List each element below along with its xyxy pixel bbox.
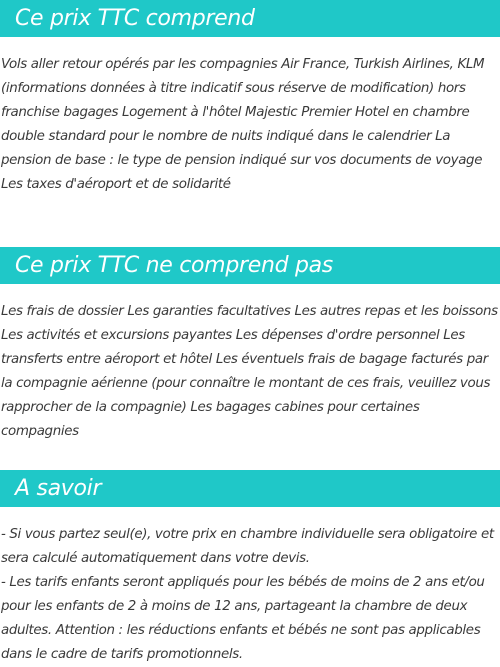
- section-header-not-included: Ce prix TTC ne comprend pas: [0, 247, 500, 284]
- included-text: Vols aller retour opérés par les compagnies Air France, Turkish Airlines, KLM (informations données à titre indicatif sous réserve de modification) hors franchise bagages Logement à l'hôtel Majestic Premier Hotel en chambre double standard pour le nombre de nuits indiqué dans le calendrier La pension de base : le type de pension indiqué sur vos documents de voyage Les taxes d'aéroport et de solidarité: [1, 57, 485, 192]
- section-body-good-to-know: [1, 523, 499, 667]
- good-to-know-solo-text: - Si vous partez seul(e), votre prix en chambre individuelle sera obligatoire et sera calculé automatiquement dans votre devis.: [1, 527, 494, 566]
- section-body-included: [1, 53, 499, 197]
- section-header-included: Ce prix TTC comprend: [0, 0, 500, 37]
- good-to-know-children-text: - Les tarifs enfants seront appliqués pour les bébés de moins de 2 ans et/ou pour les enfants de 2 à moins de 12 ans, partageant la chambre de deux adultes. Attention : les réductions enfants et bébés ne sont pas applicables dans le cadre de tarifs promotionnels.: [1, 575, 485, 662]
- section-header-good-to-know: A savoir: [0, 470, 500, 507]
- section-body-not-included: [1, 300, 499, 444]
- not-included-text: Les frais de dossier Les garanties facultatives Les autres repas et les boissons Les activités et excursions payantes Les dépenses d'ordre personnel Les transferts entre aéroport et hôtel Les éventuels frais de bagage facturés par la compagnie aérienne (pour connaître le montant de ces frais, veuillez vous rapprocher de la compagnie) Les bagages cabines pour certaines compagnies: [1, 304, 498, 439]
